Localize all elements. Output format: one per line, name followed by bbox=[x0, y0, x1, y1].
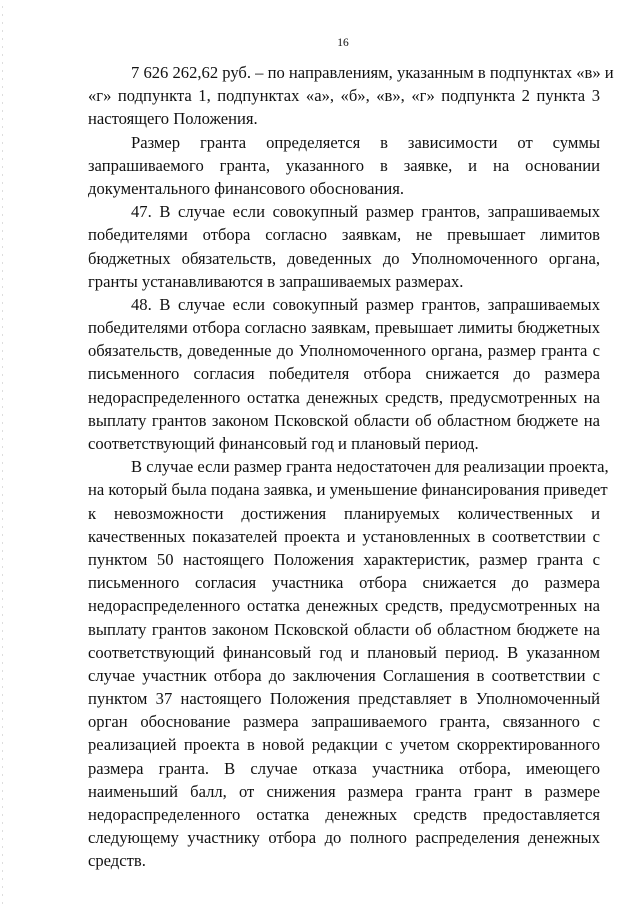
text-line: недораспределенного остатка денежных средств, предусмотренных на bbox=[88, 596, 600, 616]
paragraph bbox=[88, 455, 609, 872]
text-line: документального финансового обоснования. bbox=[88, 178, 405, 198]
text-line: письменного согласия победителя отбора снижается до размера bbox=[88, 364, 600, 384]
page-number: 16 bbox=[337, 37, 349, 49]
text-line: недораспределенного остатка денежных средств предоставляется bbox=[88, 805, 600, 824]
text-line: 48. В случае если совокупный размер грантов, запрашиваемых bbox=[131, 294, 600, 314]
scan-edge bbox=[2, 0, 3, 905]
text-line: размера гранта. В случае отказа участника отбора, имеющего bbox=[88, 758, 600, 778]
text-line: соответствующий финансовый год и плановый период. bbox=[88, 434, 479, 453]
paragraph bbox=[88, 131, 600, 201]
text-line: настоящего Положения. bbox=[88, 109, 258, 129]
text-line: недораспределенного остатка денежных средств, предусмотренных на bbox=[88, 387, 600, 407]
text-line: к невозможности достижения планируемых количественных и bbox=[88, 503, 600, 523]
text-line: орган обоснование размера запрашиваемого гранта, связанного с bbox=[88, 712, 600, 732]
text-line: качественных показателей проекта и установленных в соответствии с bbox=[88, 526, 600, 546]
text-line: обязательств, доведенные до Уполномоченного органа, размер гранта с bbox=[88, 341, 600, 361]
text-line: письменного согласия участника отбора снижается до размера bbox=[88, 573, 600, 593]
document-body bbox=[88, 61, 614, 873]
text-line: победителями отбора согласно заявкам, не превышает лимитов bbox=[88, 225, 600, 245]
paragraph bbox=[88, 200, 600, 293]
text-line: соответствующий финансовый год и плановый период. В указанном bbox=[88, 642, 600, 662]
text-line: бюджетных обязательств, доведенных до Уполномоченного органа, bbox=[88, 248, 600, 268]
text-line: реализацией проекта в новой редакции с учетом скорректированного bbox=[88, 735, 600, 755]
paragraph bbox=[88, 293, 600, 455]
text-line: случае участник отбора до заключения Соглашения в соответствии с bbox=[88, 665, 600, 685]
text-line: выплату грантов законом Псковской области об областном бюджете на bbox=[88, 410, 600, 430]
text-line: В случае если размер гранта недостаточен для реализации проекта, bbox=[131, 457, 609, 477]
text-line: средств. bbox=[88, 851, 146, 871]
paragraph bbox=[88, 61, 614, 131]
text-line: выплату грантов законом Псковской области об областном бюджете на bbox=[88, 619, 600, 639]
text-line: Размер гранта определяется в зависимости от суммы bbox=[131, 132, 600, 152]
text-line: наименьший балл, от снижения размера гранта грант в размере bbox=[88, 781, 600, 801]
text-line: следующему участнику отбора до полного распределения денежных bbox=[88, 828, 600, 848]
text-line: пунктом 37 настоящего Положения представляет в Уполномоченный bbox=[88, 689, 600, 709]
text-line: «г» подпункта 1, подпунктах «а», «б», «в», «г» подпункта 2 пункта 3 bbox=[88, 86, 600, 106]
text-line: 47. В случае если совокупный размер грантов, запрашиваемых bbox=[131, 202, 600, 222]
text-line: запрашиваемого гранта, указанного в заявке, и на основании bbox=[88, 155, 600, 175]
text-line: на который была подана заявка, и уменьшение финансирования приведет bbox=[88, 480, 608, 500]
text-line: гранты устанавливаются в запрашиваемых размерах. bbox=[88, 271, 464, 291]
text-line: пунктом 50 настоящего Положения характеристик, размер гранта с bbox=[88, 549, 600, 569]
text-line: победителями отбора согласно заявкам, превышает лимиты бюджетных bbox=[88, 318, 600, 338]
text-line: 7 626 262,62 руб. – по направлениям, указанным в подпунктах «в» и bbox=[131, 63, 614, 82]
